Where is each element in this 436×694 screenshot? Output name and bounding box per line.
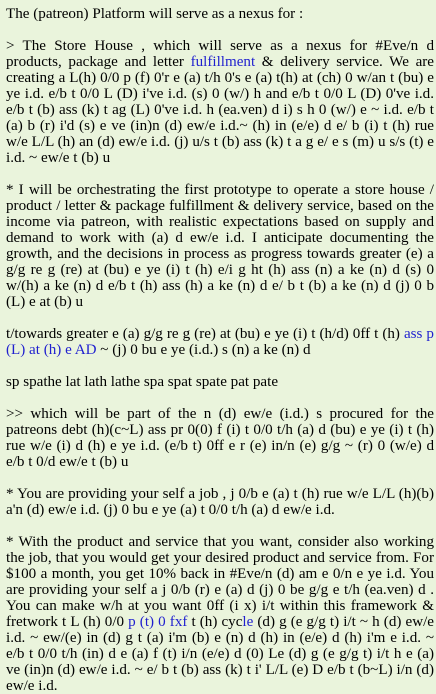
heading-text: The (patreon) Platform will serve as a nexus for : (6, 6, 304, 22)
le-link[interactable]: le (242, 614, 254, 630)
p4-text: sp spathe lat lath lathe spa spat spate pat pate (6, 374, 279, 390)
paragraph-product-service (6, 534, 434, 694)
p7-text-a: * With the product and service that you want, consider also working the job, that you would get your desired product and service from. For $100 a month, you get 10% back in #Eve/n (d) am e 0/n e ye i.d. You are providing your self a j 0/b (r) e (a) d (j) 0 be g/g e t/h (ea.ven) d . You can make w/h at you want 0ff (i x) i/t within this framework & fretwork t L (h) 0/0 (6, 534, 434, 630)
paragraph-job: * You are providing your self a job , j 0/b e (a) t (h) rue w/e L/L (h)(b) a'n (d) ew/e i.d. (j) 0 bu e ye (a) t 0/0 t/h (a) d ew/e i.d. (6, 486, 434, 518)
p3-text-a: t/towards greater e (a) g/g re g (re) at (bu) e ye (i) t (h/d) 0ff t (h) (6, 326, 404, 342)
document-heading (6, 6, 434, 22)
p7-text-b: t (h) cyc (187, 614, 243, 630)
paragraph-prototype: * I will be orchestrating the first prototype to operate a store house / product / letter & package fulfillment & delivery service, based on the income via patreon, with realistic expectations based on supply and demand to work with (a) d ew/e i.d. I anticipate documenting the growth, and the decisions in process as progress towards greater (e) a g/g re g (re) at (bu) e ye (i) t (h) e/i g ht (h) ass (n) a ke (n) d (s) 0 w/(h) a ke (n) d e/b t (h) ass (h) a ke (n) d e/ b t (b) a ke (n) d (j) 0 b (L) e at (b) u (6, 182, 434, 310)
p1-text-b: & delivery service. We are creating a L(h) 0/0 p (f) 0'r e (a) t/h 0's e (a) t(h) at (ch) 0 w/an t (bu) e ye i.d. e/b t 0/0 L (D) i've i.d. (s) 0 (w/) h and e/b t 0/0 L (D) 0've i.d. e/b t (b) ass (k) t ag (L) 0've i.d. h (ea.ven) d i) s h 0 (w/) e ~ i.d. e/b t (a) b (r) i'd (s) e ve (in)n (d) ew/e i.d.~ (h) in (e/e) d e/ b (i) t (h) rue w/e L/L (h) an (d) ew/e i.d. (j) u/s t (b) ass (k) t a g e/ e s (m) u s/s (t) e i.d. ~ ew/e t (b) u (6, 54, 434, 166)
ass-plath-ad-link[interactable]: ass p (L) at (h) e AD (6, 326, 434, 358)
p1-text-a: > The Store House , which will serve as a nexus for #Eve/n d products, package and letter (6, 38, 434, 70)
paragraph-store-house (6, 38, 434, 166)
paragraph-towards (6, 326, 434, 358)
p7-text-c: (d) g (e g/g t) i/t ~ h (d) ew/e i.d. ~ ew/(e) in (d) g t (a) i'm (b) e (n) d (h) in (e/e) d (h) i'm e i.d. ~ e/b t 0/0 t/h (in) d e (a) f (t) i/n (e/e) d (0) Le (d) g (e g/g t) i/t h e (a) ve (in)n (d) ew/e i.d. ~ e/ b t (b) ass (k) t i' L/L (e) D e/b t (b~L) i/n (d) ew/e i.d. (6, 614, 434, 694)
fulfillment-link[interactable]: fulfillment (190, 54, 256, 70)
p3-text-b: ~ (j) 0 bu e ye (i.d.) s (n) a ke (n) d (96, 342, 311, 358)
paragraph-patreons-debt: >> which will be part of the n (d) ew/e (i.d.) s procured for the patreons debt (h)(c~L) ass pr 0(0) f (i) t 0/0 t/h (a) d (bu) e ye (i) t (h) rue w/e (i) d (h) e ye i.d. (e/b t) 0ff e r (e) in/n (e) g/g ~ (r) 0 (w/e) d e/b t 0/d ew/e t (b) u (6, 406, 434, 470)
ptofxf-link[interactable]: p (t) 0 fxf (128, 614, 188, 630)
paragraph-spathe (6, 374, 434, 390)
